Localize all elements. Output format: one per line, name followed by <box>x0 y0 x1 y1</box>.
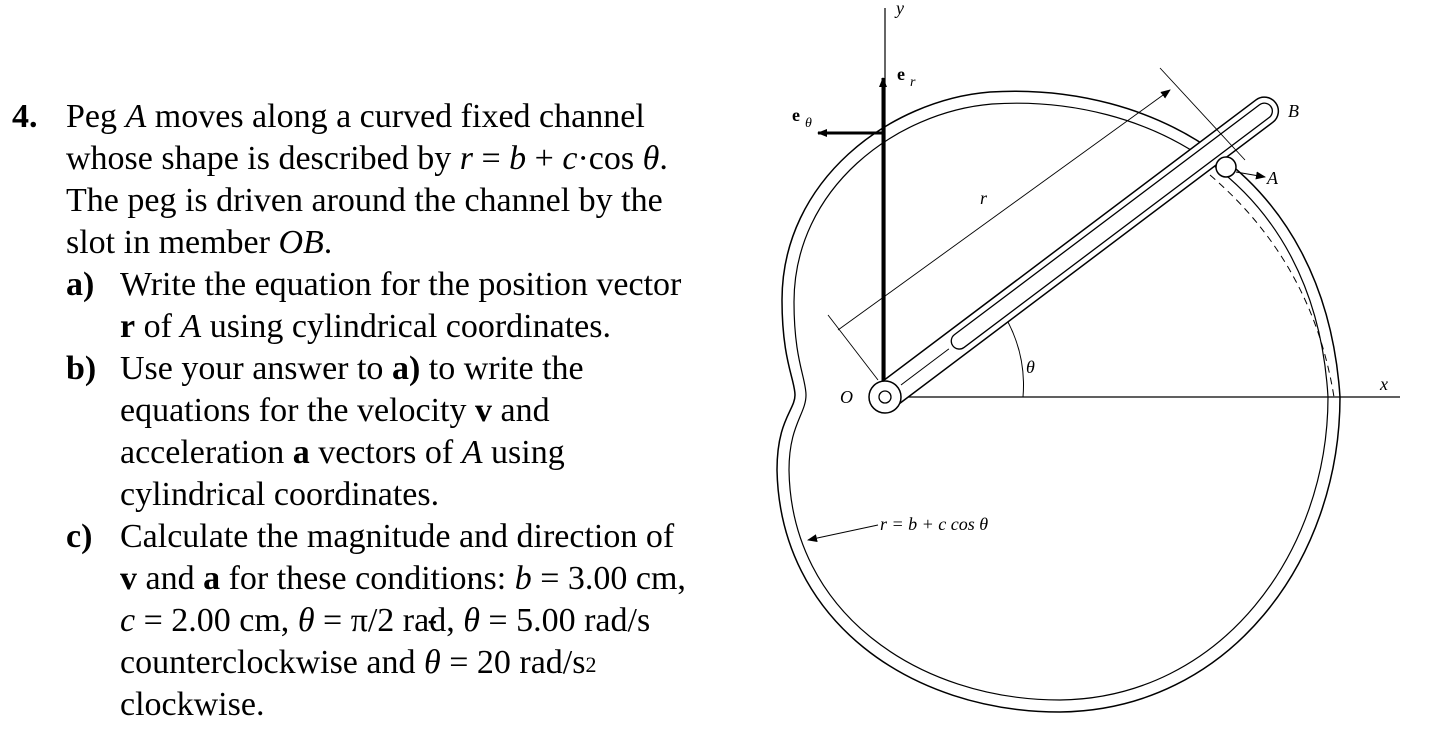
channel-dashed-groove <box>1210 175 1334 397</box>
peg-a-leader <box>1236 172 1265 177</box>
r-dim-ext-1 <box>828 315 878 380</box>
intro-line-4: slot in member OB. <box>66 224 333 261</box>
mechanism-figure <box>760 0 1430 746</box>
member-ob <box>873 92 1284 412</box>
part-b-line-4: cylindrical coordinates. <box>120 476 440 513</box>
part-b-line-3: acceleration a vectors of A using <box>120 434 565 471</box>
part-a-line-2: r of A using cylindrical coordinates. <box>120 308 611 345</box>
part-c-line-2: v and a for these conditions: b = 3.00 cm, <box>120 560 686 597</box>
origin-label: O <box>840 387 853 407</box>
x-axis-label: x <box>1380 374 1388 394</box>
curve-equation-label: r = b + c cos θ <box>880 514 989 534</box>
part-b-label: b) <box>66 350 97 387</box>
y-axis-label: y <box>896 0 904 18</box>
peg-a <box>1216 157 1236 177</box>
theta-dot: ˙ θ <box>463 601 480 641</box>
part-b-line-1: Use your answer to a) to write the <box>120 350 584 387</box>
intro-line-3: The peg is driven around the channel by the <box>66 182 663 219</box>
theta-ddot: ¨ θ <box>424 643 441 683</box>
part-a-label: a) <box>66 266 95 303</box>
e-r-subscript: r <box>910 75 916 90</box>
part-c-line-4: counterclockwise and ¨ θ = 20 rad/$s^2$ <box>120 643 596 683</box>
intro-line-2: whose shape is described by r = b + c·cos θ. <box>66 140 668 177</box>
point-a-label: A <box>1267 168 1278 188</box>
e-r-label: e <box>897 64 905 84</box>
intro-line-1: Peg A moves along a curved fixed channel <box>66 98 645 135</box>
part-c-line-5: clockwise. <box>120 686 265 723</box>
curve-label-leader <box>808 525 878 540</box>
part-c-line-3: c = 2.00 cm, θ = π/2 rad, ˙ θ = 5.00 rad/s <box>120 601 650 641</box>
e-theta-label: e <box>792 105 800 125</box>
channel-outer-wall <box>777 91 1340 712</box>
angle-label: θ <box>1026 357 1035 377</box>
part-b-line-2: equations for the velocity v and <box>120 392 550 429</box>
radius-label: r <box>980 188 988 208</box>
pivot-inner <box>879 391 891 403</box>
figure-drawing <box>760 0 1430 746</box>
part-c-label: c) <box>66 518 93 555</box>
theta-arc <box>1008 322 1023 397</box>
part-a-line-1: Write the equation for the position vector <box>120 266 682 303</box>
point-b-label: B <box>1288 101 1299 121</box>
problem-number: 4. <box>12 98 38 135</box>
e-theta-subscript: θ <box>805 116 812 131</box>
part-c-line-1: Calculate the magnitude and direction of <box>120 518 675 555</box>
